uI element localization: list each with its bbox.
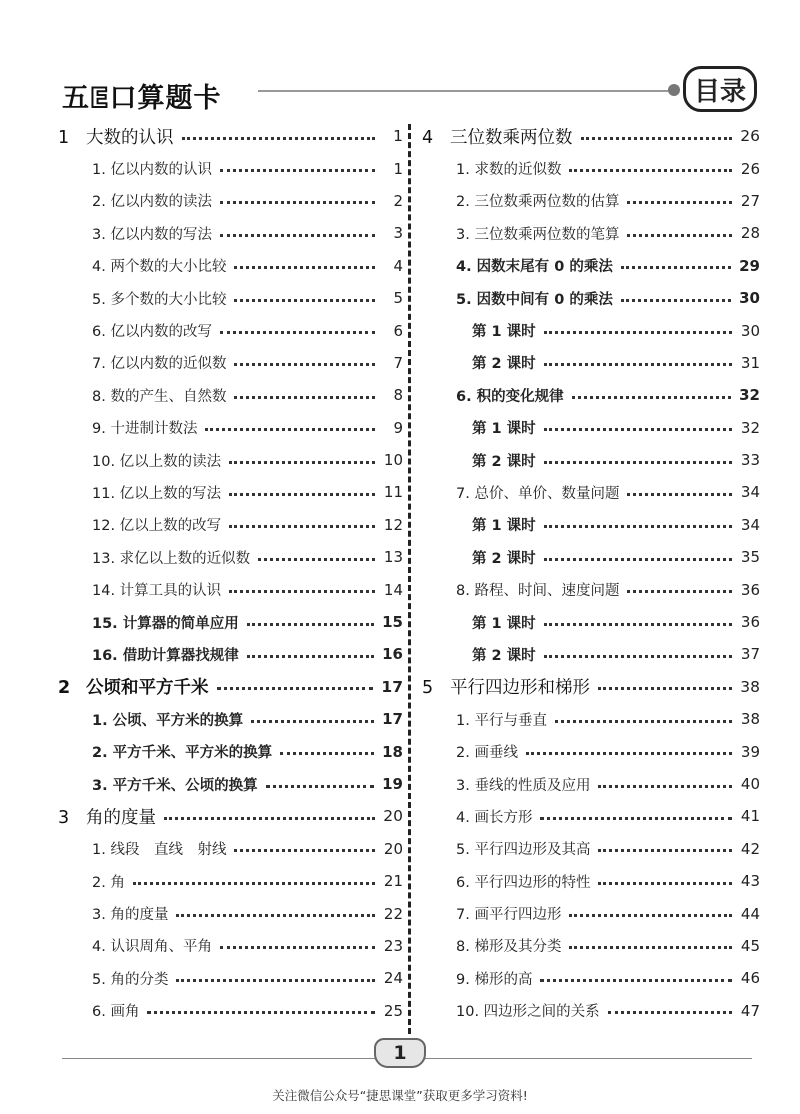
dot-leader [598,785,732,788]
dot-leader [572,396,731,399]
dot-leader [220,331,375,334]
toc-entry-page: 38 [740,677,760,696]
toc-entry-label: 2. 三位数乘两位数的估算 [456,194,620,211]
toc-entry-page: 32 [739,386,760,405]
dot-leader [621,299,731,302]
toc-entry-page: 25 [383,1001,403,1020]
toc-entry-sub[interactable] [58,833,403,865]
toc-entry-sub[interactable] [58,250,403,282]
toc-entry-sub[interactable] [422,476,760,508]
toc-entry-label: 1. 求数的近似数 [456,162,562,179]
toc-entry-label: 7. 画平行四边形 [456,907,562,924]
toc-entry-label: 6. 平行四边形的特性 [456,874,591,891]
dot-leader [229,525,375,528]
toc-entry-sub[interactable] [58,865,403,897]
dot-leader [234,396,375,399]
toc-entry-label: 第 1 课时 [472,518,536,535]
footer-note: 关注微信公众号“捷思课堂”获取更多学习资料! [272,1088,528,1103]
dot-leader [598,882,732,885]
dot-leader [234,266,375,269]
toc-entry-sub[interactable] [58,897,403,929]
toc-entry-chapter[interactable] [58,120,403,152]
toc-entry-label: 9. 十进制计数法 [92,421,198,438]
toc-entry-page: 37 [740,645,760,664]
column-divider [408,124,411,1034]
toc-entry-page: 14 [383,580,403,599]
toc-entry-label [422,674,590,699]
toc-entry-sub[interactable] [58,412,403,444]
toc-right-column [422,120,760,1027]
toc-entry-label [58,124,174,149]
toc-entry-sub[interactable] [58,768,403,800]
toc-entry-lesson[interactable] [422,606,760,638]
toc-entry-page: 26 [740,127,760,146]
toc-entry-page: 18 [382,742,403,761]
dot-leader [205,428,375,431]
dot-leader [608,1011,732,1014]
dot-leader [229,461,375,464]
toc-entry-sub[interactable] [58,930,403,962]
dot-leader [569,169,732,172]
toc-entry-page: 11 [383,483,403,502]
toc-entry-label: 5. 角的分类 [92,971,169,988]
toc-entry-label: 2. 画垂线 [456,745,518,762]
toc-entry-page: 27 [740,191,760,210]
toc-entry-label: 第 1 课时 [472,615,536,632]
toc-entry-label: 5. 因数中间有 0 的乘法 [456,291,613,308]
toc-entry-sub[interactable] [58,735,403,767]
dot-leader [220,201,375,204]
book-title-text: 口算题卡 [109,83,222,114]
dot-leader [247,655,374,658]
chapter-title: 三位数乘两位数 [450,127,573,148]
toc-entry-chapter[interactable] [422,671,760,703]
toc-entry-chapter[interactable] [422,120,760,152]
toc-entry-label: 1. 亿以内数的认识 [92,162,212,179]
toc-entry-label: 8. 梯形及其分类 [456,939,562,956]
dot-leader [182,137,376,140]
toc-entry-label: 2. 平方千米、平方米的换算 [92,745,273,762]
toc-entry-sub[interactable] [422,250,760,282]
toc-entry-label: 16. 借助计算器找规律 [92,647,239,664]
dot-leader [176,979,375,982]
toc-entry-page: 33 [740,451,760,470]
toc-entry-sub[interactable] [58,995,403,1027]
toc-entry-page: 26 [740,159,760,178]
toc-entry-label: 7. 亿以内数的近似数 [92,356,227,373]
toc-entry-sub[interactable] [58,509,403,541]
toc-entry-page: 21 [383,872,403,891]
toc-entry-sub[interactable] [58,541,403,573]
toc-entry-page: 24 [383,969,403,988]
toc-entry-label: 6. 积的变化规律 [456,388,564,405]
dot-leader [581,137,733,140]
toc-entry-label: 9. 梯形的高 [456,971,533,988]
dot-leader [569,946,732,949]
toc-entry-label [422,124,573,149]
dot-leader [147,1011,375,1014]
dot-leader [133,882,375,885]
toc-entry-label: 15. 计算器的简单应用 [92,615,239,632]
chapter-number: 2 [58,678,71,699]
toc-entry-sub[interactable] [58,476,403,508]
toc-entry-label: 2. 亿以内数的读法 [92,194,212,211]
toc-entry-sub[interactable] [422,995,760,1027]
toc-entry-label: 10. 亿以上数的读法 [92,453,222,470]
header-dot [668,84,680,96]
toc-entry-page: 1 [393,127,403,146]
toc-entry-sub[interactable] [422,703,760,735]
dot-leader [164,817,375,820]
toc-entry-lesson[interactable] [422,541,760,573]
toc-entry-page: 23 [383,936,403,955]
toc-entry-label: 第 2 课时 [472,453,536,470]
dot-leader [234,363,375,366]
toc-entry-sub[interactable] [422,897,760,929]
toc-entry-page: 41 [740,807,760,826]
toc-entry-page: 43 [740,872,760,891]
dot-leader [544,428,732,431]
toc-entry-sub[interactable] [58,573,403,605]
toc-entry-label: 6. 亿以内数的改写 [92,324,212,341]
toc-entry-page: 20 [383,839,403,858]
toc-entry-page: 36 [740,613,760,632]
toc-entry-label [58,804,156,829]
toc-entry-label: 3. 垂线的性质及应用 [456,777,591,794]
toc-entry-label: 1. 线段 直线 射线 [92,842,227,859]
toc-entry-sub[interactable] [422,735,760,767]
dot-leader [540,979,732,982]
chapter-title: 公顷和平方千米 [86,678,209,699]
book-title-grade: 五 [62,83,90,114]
toc-entry-label: 1. 公顷、平方米的换算 [92,712,244,729]
toc-entry-page: 15 [382,613,403,632]
toc-entry-sub[interactable] [422,185,760,217]
toc-entry-sub[interactable] [58,152,403,184]
toc-entry-label: 第 2 课时 [472,550,536,567]
dot-leader [234,299,375,302]
toc-entry-page: 8 [393,386,403,405]
toc-entry-label: 7. 总价、单价、数量问题 [456,485,620,502]
toc-entry-page: 19 [382,775,403,793]
toc-entry-page: 3 [393,224,403,243]
dot-leader [627,590,732,593]
dot-leader [229,590,375,593]
dot-leader [627,234,732,237]
toc-entry-page: 17 [382,710,403,729]
toc-entry-lesson[interactable] [422,347,760,379]
toc-entry-sub[interactable] [58,347,403,379]
dot-leader [544,525,732,528]
toc-entry-page: 17 [381,677,403,696]
chapter-number: 1 [58,127,70,148]
toc-entry-page: 30 [739,289,760,308]
toc-entry-label: 第 1 课时 [472,324,536,341]
toc-entry-page: 44 [740,904,760,923]
chapter-number: 4 [422,127,434,148]
toc-entry-label: 13. 求亿以上数的近似数 [92,550,251,567]
toc-entry-lesson[interactable] [422,509,760,541]
dot-leader [555,720,732,723]
toc-entry-label: 3. 亿以内数的写法 [92,226,212,243]
toc-entry-label: 3. 三位数乘两位数的笔算 [456,226,620,243]
toc-entry-sub[interactable] [58,379,403,411]
toc-entry-lesson[interactable] [422,638,760,670]
toc-entry-page: 36 [740,580,760,599]
toc-entry-sub[interactable] [58,185,403,217]
toc-entry-page: 35 [740,548,760,567]
header-rule [258,90,678,92]
toc-entry-sub[interactable] [422,573,760,605]
toc-entry-chapter[interactable] [58,800,403,832]
toc-entry-label: 6. 画角 [92,1004,140,1021]
toc-entry-sub[interactable] [58,282,403,314]
toc-entry-sub[interactable] [422,152,760,184]
toc-entry-label: 4. 认识周角、平角 [92,939,212,956]
toc-entry-page: 9 [393,418,403,437]
toc-entry-label: 第 2 课时 [472,647,536,664]
dot-leader [220,169,375,172]
toc-left-column [58,120,403,1027]
toc-entry-page: 6 [393,321,403,340]
toc-entry-label: 14. 计算工具的认识 [92,583,222,600]
toc-entry-label: 3. 平方千米、公顷的换算 [92,777,258,794]
toc-entry-page: 2 [393,191,403,210]
chapter-number: 3 [58,807,70,828]
dot-leader [176,914,375,917]
dot-leader [526,752,732,755]
toc-entry-sub[interactable] [58,962,403,994]
toc-entry-label: 4. 画长方形 [456,809,533,826]
toc-entry-label: 4. 因数末尾有 0 的乘法 [456,259,613,276]
dot-leader [234,849,375,852]
toc-entry-page: 30 [740,321,760,340]
toc-entry-label: 5. 多个数的大小比较 [92,291,227,308]
toc-entry-label: 1. 平行与垂直 [456,712,547,729]
toc-entry-page: 34 [740,515,760,534]
toc-entry-chapter[interactable] [58,671,403,703]
toc-entry-page: 12 [383,515,403,534]
toc-entry-page: 47 [740,1001,760,1020]
toc-entry-label: 3. 角的度量 [92,907,169,924]
dot-leader [251,720,374,723]
toc-entry-label: 第 1 课时 [472,421,536,438]
toc-entry-label: 4. 两个数的大小比较 [92,259,227,276]
dot-leader [544,655,732,658]
dot-leader [229,493,375,496]
toc-entry-sub[interactable] [422,962,760,994]
toc-entry-sub[interactable] [58,638,403,670]
toc-entry-page: 32 [740,418,760,437]
toc-entry-label: 11. 亿以上数的写法 [92,485,222,502]
dot-leader [627,493,732,496]
toc-entry-page: 13 [383,548,403,567]
chapter-title: 大数的认识 [86,127,174,148]
dot-leader [540,817,732,820]
toc-entry-page: 10 [383,451,403,470]
dot-leader [247,623,374,626]
toc-entry-sub[interactable] [422,379,760,411]
toc-entry-sub[interactable] [422,282,760,314]
page-header [0,0,800,118]
toc-entry-page: 20 [383,807,403,826]
chapter-title: 平行四边形和梯形 [450,678,590,699]
toc-entry-page: 22 [383,904,403,923]
page-number-badge: 1 [374,1038,426,1068]
toc-entry-label: 8. 数的产生、自然数 [92,388,227,405]
toc-entry-page: 40 [740,775,760,793]
dot-leader [220,946,375,949]
toc-entry-sub[interactable] [58,217,403,249]
toc-entry-page: 29 [739,256,760,275]
toc-entry-sub[interactable] [422,930,760,962]
dot-leader [544,363,732,366]
dot-leader [258,558,375,561]
dot-leader [621,266,731,269]
dot-leader [266,785,374,788]
toc-entry-page: 31 [740,353,760,372]
dot-leader [569,914,732,917]
dot-leader [220,234,375,237]
dot-leader [544,558,732,561]
toc-entry-sub[interactable] [422,865,760,897]
toc-entry-label: 12. 亿以上数的改写 [92,518,222,535]
toc-entry-sub[interactable] [58,703,403,735]
dot-leader [544,461,732,464]
toc-entry-page: 28 [740,224,760,243]
toc-entry-page: 39 [740,742,760,761]
dot-leader [544,331,732,334]
toc-entry-page: 34 [740,483,760,502]
book-title-logo-letter: E [90,83,110,114]
book-title [62,76,221,115]
toc-entry-page: 1 [393,159,403,178]
toc-entry-label: 10. 四边形之间的关系 [456,1004,600,1021]
toc-entry-page: 45 [740,936,760,955]
toc-entry-label [58,674,209,699]
toc-entry-sub[interactable] [422,768,760,800]
toc-entry-label: 第 2 课时 [472,356,536,373]
dot-leader [544,623,732,626]
toc-entry-page: 16 [382,645,403,664]
dot-leader [280,752,374,755]
toc-entry-lesson[interactable] [422,314,760,346]
toc-entry-lesson[interactable] [422,444,760,476]
toc-entry-page: 5 [393,289,403,308]
dot-leader [598,687,732,690]
toc-entry-sub[interactable] [422,800,760,832]
toc-entry-sub[interactable] [422,833,760,865]
toc-entry-sub[interactable] [58,606,403,638]
toc-entry-page: 42 [740,839,760,858]
toc-badge: 目录 [683,66,757,112]
toc-entry-sub[interactable] [58,444,403,476]
toc-entry-sub[interactable] [422,217,760,249]
dot-leader [627,201,732,204]
toc-entry-page: 7 [393,353,403,372]
toc-entry-page: 38 [740,710,760,729]
toc-entry-sub[interactable] [58,314,403,346]
chapter-title: 角的度量 [86,807,156,828]
toc-entry-page: 4 [393,256,403,275]
toc-entry-lesson[interactable] [422,412,760,444]
toc-entry-label: 8. 路程、时间、速度问题 [456,583,620,600]
toc-entry-page: 46 [740,969,760,988]
dot-leader [598,849,732,852]
dot-leader [217,687,374,690]
toc-entry-label: 5. 平行四边形及其高 [456,842,591,859]
toc-entry-label: 2. 角 [92,874,125,891]
chapter-number: 5 [422,678,434,699]
